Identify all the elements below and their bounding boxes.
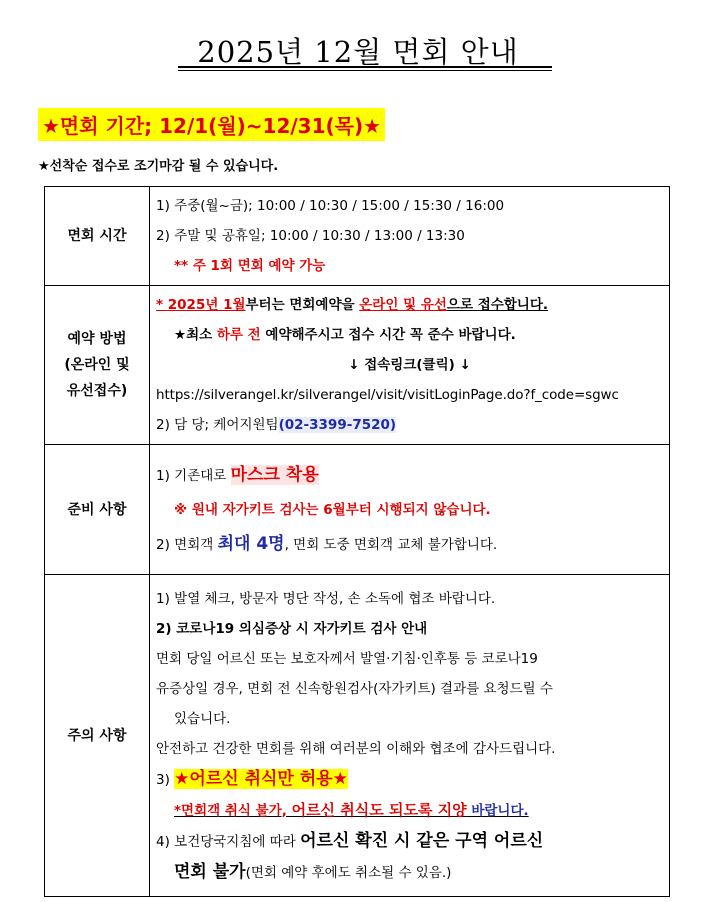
caution-item-4-text: 4) 보건당국지침에 따라: [156, 833, 301, 850]
caution-item-3-number: 3): [156, 771, 175, 788]
reservation-header-line2: (온라인 및: [64, 357, 130, 373]
caution-header: 주의 사항: [45, 575, 150, 897]
mask-line-prefix: 1) 기존대로: [156, 467, 231, 484]
preparation-row: [45, 445, 670, 575]
eating-restriction-end: 바랍니다.: [466, 802, 529, 819]
visit-info-table: [44, 186, 670, 897]
caution-thanks: 안전하고 건강한 면회를 위해 여러분의 이해와 협조에 감사드립니다.: [156, 740, 556, 757]
visit-time-content: [150, 187, 670, 286]
reservation-notice: [156, 290, 663, 320]
reservation-content: [150, 286, 670, 445]
weekly-limit-note: ** 주 1회 면회 예약 가능: [174, 258, 326, 274]
advance-note-day: 하루 전: [216, 327, 261, 343]
reservation-advance-note: [156, 320, 663, 350]
caution-item-2-text2: 유증상일 경우, 면회 전 신속항원검사(자가키트) 결과를 요청드릴 수: [156, 680, 553, 697]
senior-eating-avoid: 어르신 취식도 되도록 지양: [291, 800, 467, 819]
title-underline-thin: [178, 70, 552, 71]
visit-not-allowed: 면회 불가: [174, 861, 246, 882]
caution-item-4-cont: [156, 857, 663, 888]
reservation-notice-text: 부터는 면회예약을: [245, 297, 360, 313]
visitor-no-eating: *면회객 취식 불가,: [174, 802, 292, 819]
advance-note-end: 예약해주시고 접수 시간 꼭 준수 바랍니다.: [260, 327, 516, 343]
contact-phone: (02-3399-7520): [278, 417, 397, 433]
caution-content: [150, 575, 670, 897]
weekend-times: 2) 주말 및 공휴일; 10:00 / 10:30 / 13:00 / 13:30: [156, 228, 465, 244]
advance-note-start: ★최소: [174, 327, 217, 343]
confirmed-case-text: 어르신 확진 시 같은 구역 어르신: [300, 830, 544, 851]
visitor-max: 최대 4명: [217, 533, 285, 554]
reservation-notice-end: 으로 접수합니다.: [446, 297, 549, 313]
title-underline: [178, 66, 552, 68]
caution-row: [45, 575, 670, 897]
reservation-header-line3: 유선접수): [66, 383, 128, 399]
senior-eating-only: ★어르신 취식만 허용★: [174, 768, 348, 789]
visitor-limit-line: [156, 527, 663, 562]
early-close-note: ★선착순 접수로 조기마감 될 수 있습니다.: [38, 159, 279, 174]
contact-label: 2) 담 당; 케어지원팀: [156, 417, 279, 433]
self-test-note: ※ 원내 자가키트 검사는 6월부터 시행되지 않습니다.: [174, 501, 491, 518]
preparation-header: 준비 사항: [45, 445, 150, 575]
caution-item-4: [156, 826, 663, 857]
visit-period-banner: ★면회 기간; 12/1(월)~12/31(목)★: [38, 108, 385, 141]
cancellation-note: (면회 예약 후에도 취소될 수 있음.): [245, 864, 452, 881]
visit-time-row: [45, 187, 670, 286]
visitor-limit-prefix: 2) 면회객: [156, 536, 218, 553]
eating-restriction: [156, 795, 663, 826]
reservation-link[interactable]: https://silverangel.kr/silverangel/visit/visitLoginPage.do?f_code=sgwc: [156, 387, 619, 403]
reservation-header: [45, 286, 150, 445]
caution-item-2-text1: 면회 당일 어르신 또는 보호자께서 발열·기침·인후통 등 코로나19: [156, 650, 538, 667]
reservation-row: [45, 286, 670, 445]
visitor-limit-suffix: , 면회 도중 면회객 교체 불가합니다.: [284, 536, 498, 553]
link-guide: ↓ 접속링크(클릭) ↓: [348, 357, 471, 373]
mask-required: 마스크 착용: [230, 464, 319, 485]
caution-item-3: [156, 764, 663, 795]
reservation-date-text: * 2025년 1월: [156, 297, 246, 313]
reservation-channels: 온라인 및 유선: [359, 297, 447, 313]
caution-item-1: 1) 발열 체크, 방문자 명단 작성, 손 소독에 협조 바랍니다.: [156, 590, 496, 607]
mask-line: [156, 458, 663, 493]
reservation-header-line1: 예약 방법: [67, 331, 127, 347]
visit-time-header: 면회 시간: [45, 187, 150, 286]
caution-item-2-title: 2) 코로나19 의심증상 시 자가키트 검사 안내: [156, 620, 428, 637]
preparation-content: [150, 445, 670, 575]
caution-item-2-text3: 있습니다.: [174, 710, 231, 727]
weekday-times: 1) 주중(월~금); 10:00 / 10:30 / 15:00 / 15:30 / 16:00: [156, 198, 505, 214]
page-title: 2025년 12월 면회 안내: [197, 35, 519, 69]
contact-line: [156, 410, 663, 440]
